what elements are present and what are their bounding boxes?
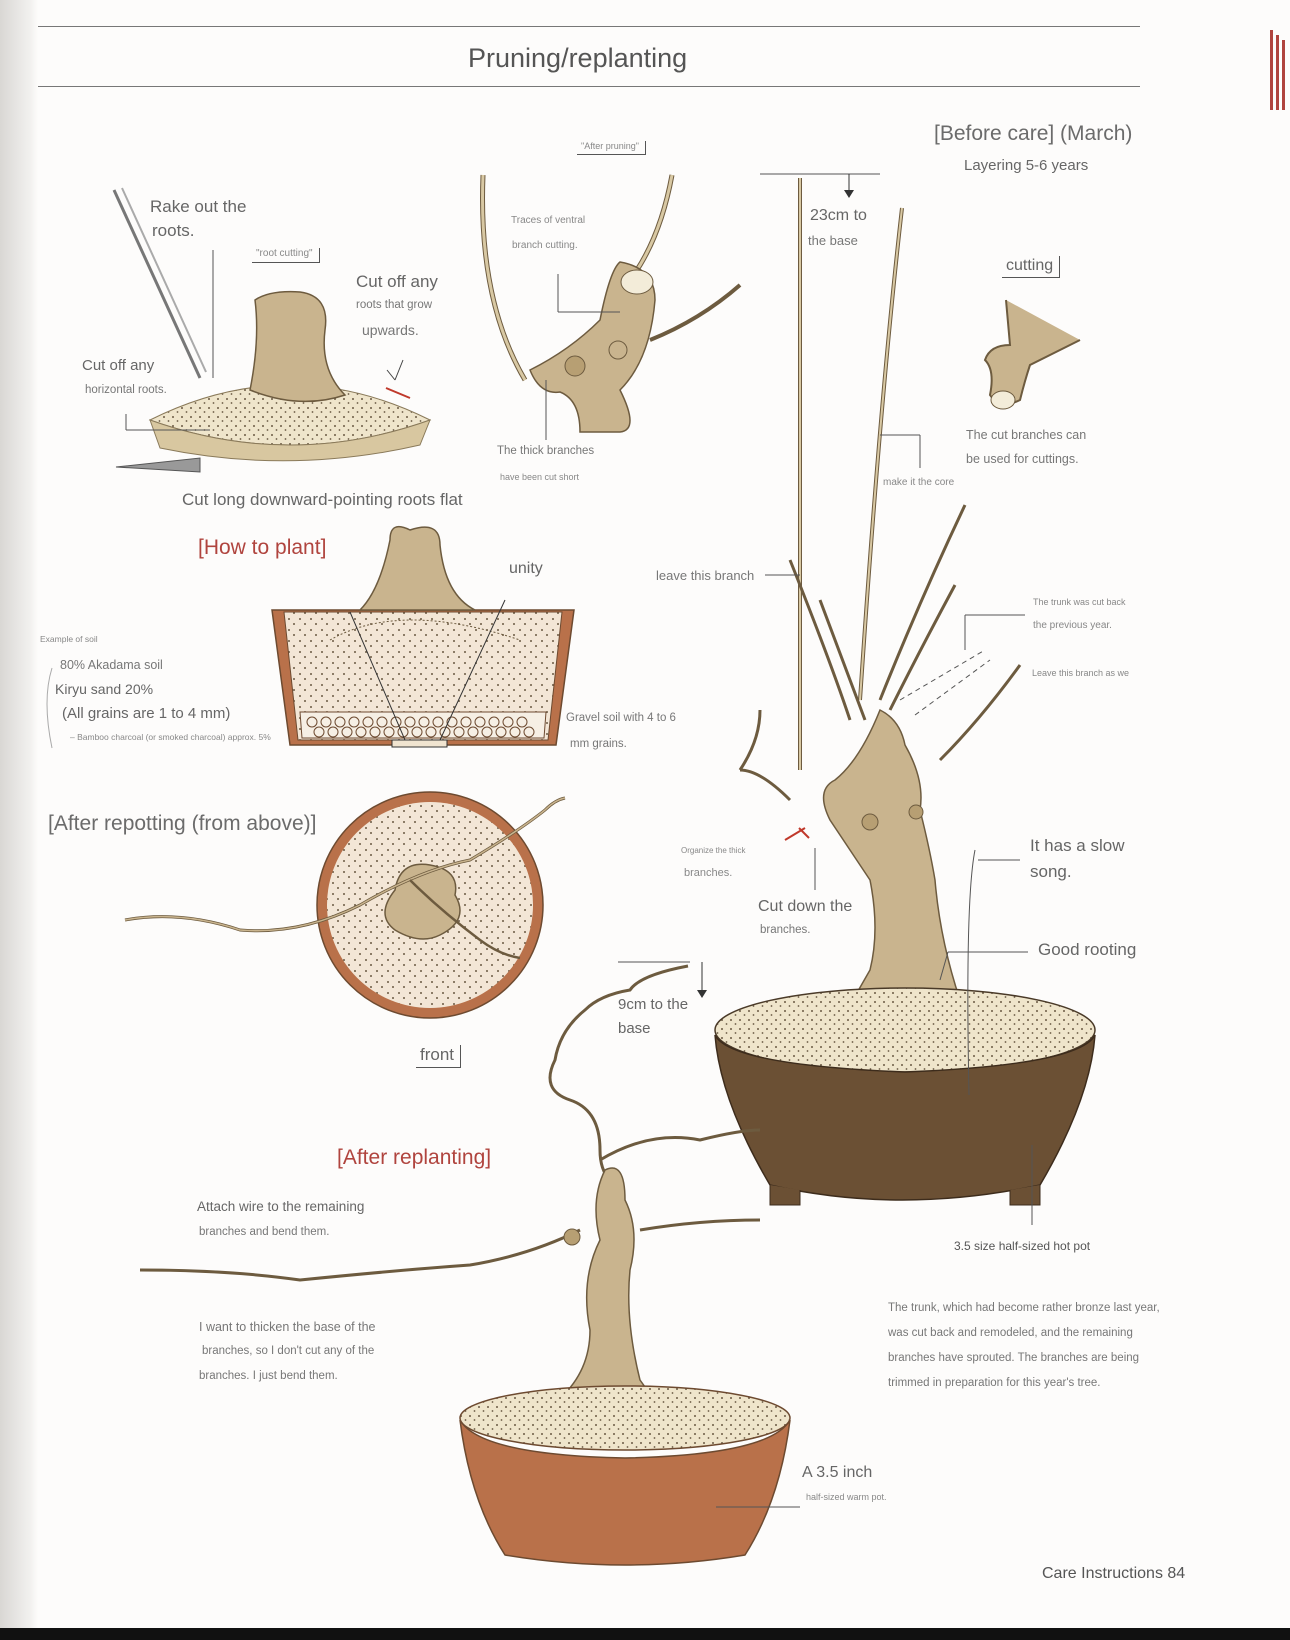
page-title: Pruning/replanting bbox=[468, 43, 688, 73]
traces-label-2: branch cutting. bbox=[512, 240, 578, 251]
gravel-label-1: Gravel soil with 4 to 6 bbox=[566, 712, 676, 724]
thicken-line: I want to thicken the base of the bbox=[199, 1320, 376, 1334]
soil-line: Kiryu sand 20% bbox=[55, 681, 154, 697]
cuttings-note-1: The cut branches can bbox=[966, 428, 1087, 442]
scan-bottom-edge bbox=[0, 1628, 1290, 1640]
soil-line: (All grains are 1 to 4 mm) bbox=[62, 705, 231, 722]
traces-label-1: Traces of ventral bbox=[511, 215, 586, 226]
thick-branches-label-2: have been cut short bbox=[500, 472, 580, 482]
organize-label-2: branches. bbox=[684, 867, 733, 879]
after-replanting-heading: [After replanting] bbox=[337, 1146, 492, 1169]
slow-song-label-1: It has a slow bbox=[1030, 836, 1125, 855]
cut-horizontal-roots-label-1: Cut off any bbox=[82, 357, 155, 374]
9cm-base-label: base bbox=[618, 1020, 651, 1037]
soil-line: 80% Akadama soil bbox=[60, 658, 163, 672]
front-tag: front bbox=[416, 1045, 461, 1068]
root-cutting-tag: "root cutting" bbox=[252, 248, 320, 263]
how-to-plant-heading: [How to plant] bbox=[198, 536, 327, 559]
cutting-piece-illustration bbox=[985, 300, 1080, 409]
replant-pot-label-1: A 3.5 inch bbox=[802, 1464, 873, 1481]
cutting-tag: cutting bbox=[1002, 256, 1060, 278]
replant-pot-label-2: half-sized warm pot. bbox=[806, 1492, 887, 1502]
description-line: branches have sprouted. The branches are being bbox=[888, 1352, 1140, 1364]
good-rooting-label: Good rooting bbox=[1038, 940, 1137, 959]
before-care-heading: [Before care] (March) bbox=[934, 122, 1133, 145]
slow-song-label-2: song. bbox=[1030, 862, 1072, 881]
leave-branch-label: leave this branch bbox=[656, 568, 755, 583]
pot-size-label: 3.5 size half-sized hot pot bbox=[954, 1239, 1091, 1253]
after-replanting-tree bbox=[140, 962, 800, 1565]
description-line: The trunk, which had become rather bronze last year, bbox=[888, 1302, 1160, 1314]
soil-bracket bbox=[47, 668, 52, 748]
cut-upward-roots-label-2: roots that grow bbox=[356, 299, 433, 311]
rake-roots-label-1: Rake out the bbox=[150, 197, 247, 216]
wire-note-2: branches and bend them. bbox=[199, 1226, 330, 1238]
make-core-label: make it the core bbox=[883, 477, 955, 488]
thicken-line: branches. I just bend them. bbox=[199, 1370, 338, 1382]
after-repotting-heading: [After repotting (from above)] bbox=[48, 812, 317, 835]
wire-note-1: Attach wire to the remaining bbox=[197, 1199, 365, 1214]
thick-branches-label-1: The thick branches bbox=[497, 445, 595, 457]
page-footer: Care Instructions 84 bbox=[1042, 1565, 1186, 1582]
organize-label-1: Organize the thick bbox=[681, 846, 746, 855]
gravel-label-2: mm grains. bbox=[570, 738, 627, 750]
cut-long-roots-label: Cut long downward-pointing roots flat bbox=[182, 490, 463, 509]
cuttings-note-2: be used for cuttings. bbox=[966, 452, 1079, 466]
23cm-label: 23cm to bbox=[810, 207, 867, 224]
after-pruning-tag: "After pruning" bbox=[577, 141, 646, 155]
cut-down-label-2: branches. bbox=[760, 924, 811, 936]
leave-as-well-label: Leave this branch as we bbox=[1032, 668, 1130, 678]
soil-example-title: Example of soil bbox=[40, 634, 98, 644]
description-line: was cut back and remodeled, and the remaining bbox=[888, 1327, 1133, 1339]
charcoal-note: – Bamboo charcoal (or smoked charcoal) approx. 5% bbox=[70, 732, 271, 742]
before-care-subheading: Layering 5-6 years bbox=[964, 157, 1089, 174]
cut-upward-roots-label-3: upwards. bbox=[362, 322, 419, 338]
cut-upward-roots-label-1: Cut off any bbox=[356, 272, 438, 291]
unity-label: unity bbox=[509, 560, 543, 577]
rake-roots-label-2: roots. bbox=[152, 221, 195, 240]
trunk-cut-note-1: The trunk was cut back bbox=[1033, 597, 1126, 607]
trunk-cut-note-2: the previous year. bbox=[1033, 620, 1112, 631]
cut-horizontal-roots-label-2: horizontal roots. bbox=[85, 384, 167, 396]
9cm-label: 9cm to the bbox=[618, 996, 689, 1013]
thicken-line: branches, so I don't cut any of the bbox=[202, 1345, 375, 1357]
cut-down-label-1: Cut down the bbox=[758, 898, 853, 915]
23cm-base-label: the base bbox=[808, 233, 858, 248]
description-line: trimmed in preparation for this year's tree. bbox=[888, 1377, 1101, 1389]
